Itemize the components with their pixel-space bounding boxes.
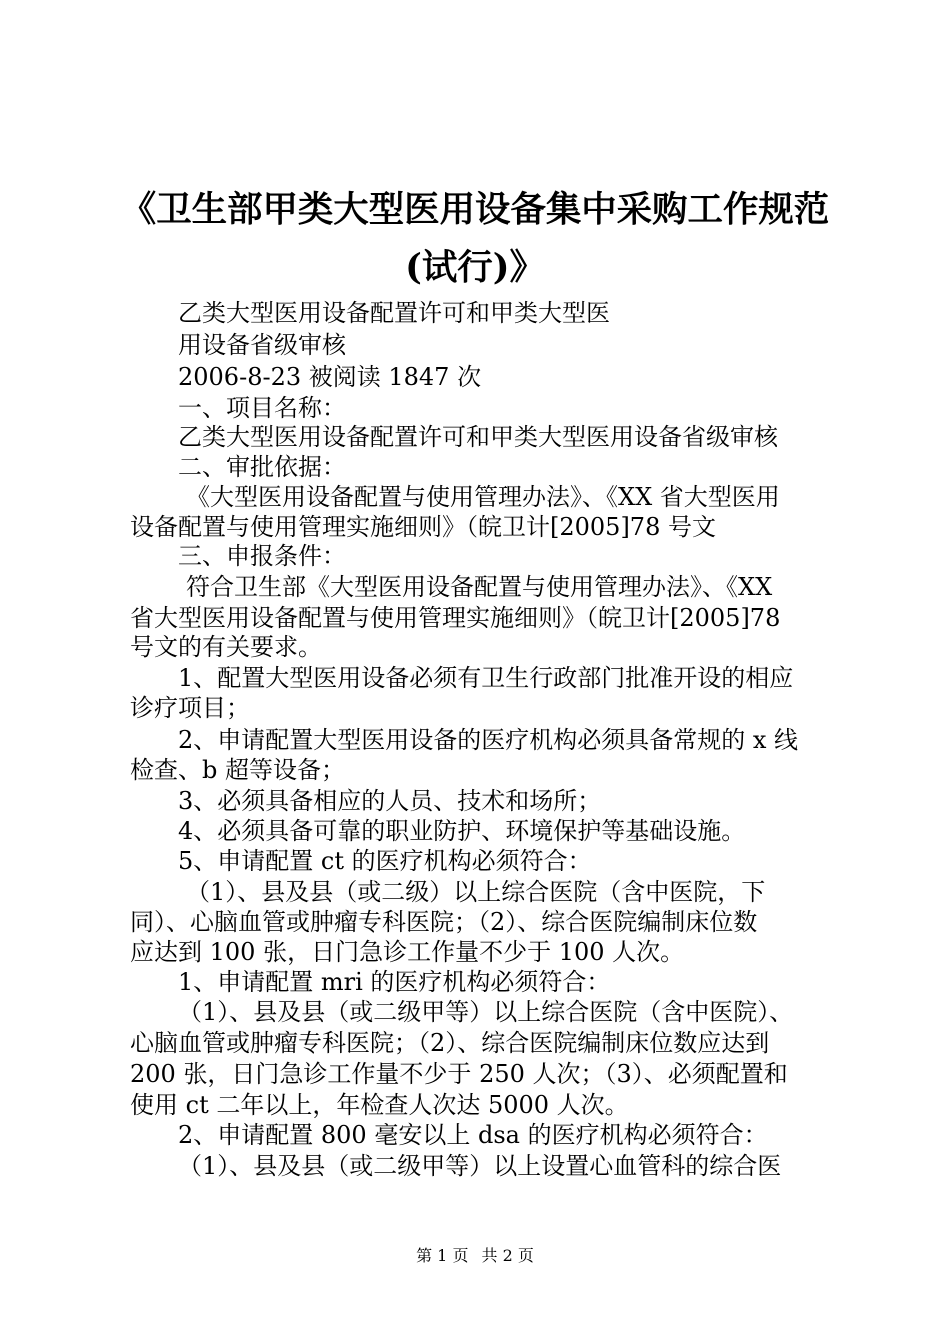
text-line: 符合卫生部《大型医用设备配置与使用管理办法》、《XX <box>186 573 773 601</box>
text-line: 心脑血管或肿瘤专科医院；（2）、综合医院编制床位数应达到 <box>130 1029 770 1057</box>
text-line: 5、申请配置 ct 的医疗机构必须符合： <box>178 847 592 875</box>
text-line: （1）、县及县（或二级）以上综合医院（含中医院，下 <box>186 878 766 906</box>
text-line: 检查、b 超等设备； <box>130 756 345 784</box>
page-footer <box>0 1246 950 1266</box>
text-line: 号文的有关要求。 <box>130 633 322 661</box>
text-line: 应达到 100 张，日门急诊工作量不少于 100 人次。 <box>130 938 685 966</box>
text-line: （1）、县及县（或二级甲等）以上设置心血管科的综合医 <box>178 1152 782 1180</box>
document-title-line-2: (试行)》 <box>405 247 545 288</box>
text-line: 三、申报条件： <box>178 542 346 570</box>
text-line: 1、申请配置 mri 的医疗机构必须符合： <box>178 968 611 996</box>
text-line: 2006-8-23 被阅读 1847 次 <box>178 363 482 391</box>
text-line: 同）、心脑血管或肿瘤专科医院；（2）、综合医院编制床位数 <box>130 908 758 936</box>
page-total: 共 2 页 <box>481 1246 534 1265</box>
text-line: 乙类大型医用设备配置许可和甲类大型医 <box>178 299 610 327</box>
document-title-line-1: 《卫生部甲类大型医用设备集中采购工作规范 <box>120 189 830 230</box>
text-line: 使用 ct 二年以上，年检查人次达 5000 人次。 <box>130 1091 629 1119</box>
text-line: 1、配置大型医用设备必须有卫生行政部门批准开设的相应 <box>178 664 794 692</box>
text-line: 诊疗项目； <box>130 694 250 722</box>
text-line: 2、申请配置大型医用设备的医疗机构必须具备常规的 x 线 <box>178 726 799 754</box>
text-line: 4、必须具备可靠的职业防护、环境保护等基础设施。 <box>178 817 746 845</box>
page-number: 第 1 页 <box>416 1246 469 1265</box>
text-line: 200 张，日门急诊工作量不少于 250 人次；（3）、必须配置和 <box>130 1060 788 1088</box>
text-line: （1）、县及县（或二级甲等）以上综合医院（含中医院）、 <box>178 998 794 1026</box>
text-line: 《大型医用设备配置与使用管理办法》、《XX 省大型医用 <box>186 483 780 511</box>
text-line: 一、项目名称： <box>178 394 346 422</box>
text-line: 省大型医用设备配置与使用管理实施细则》（皖卫计[2005]78 <box>130 604 781 632</box>
text-line: 二、审批依据： <box>178 453 346 481</box>
text-line: 2、申请配置 800 毫安以上 dsa 的医疗机构必须符合： <box>178 1121 768 1149</box>
text-line: 3、必须具备相应的人员、技术和场所； <box>178 787 602 815</box>
text-line: 乙类大型医用设备配置许可和甲类大型医用设备省级审核 <box>178 423 778 451</box>
text-line: 设备配置与使用管理实施细则》（皖卫计[2005]78 号文 <box>130 513 716 541</box>
text-line: 用设备省级审核 <box>178 331 346 359</box>
